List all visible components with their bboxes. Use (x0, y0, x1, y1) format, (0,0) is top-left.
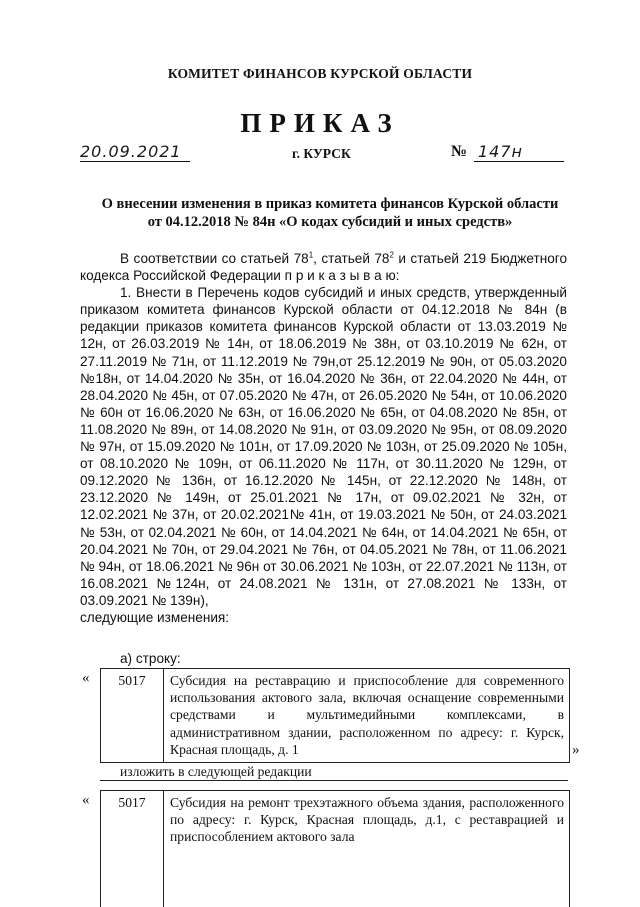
preamble-superscript-2: 2 (389, 250, 394, 260)
old-row-description: Субсидия на реставрацию и приспособление для современного использования актового зала, включая оснащение современными средствами и мультимедийными комплексами, в административном здании, расположенном по адресу: г. Курск, Красная площадь, д. 1 (170, 673, 564, 757)
handwritten-date: 20.09.2021 (80, 143, 190, 162)
old-code-table (100, 668, 570, 763)
order-title: ПРИКАЗ (240, 108, 400, 138)
new-row-open-quote: « (82, 792, 90, 808)
preamble-part-3: и статьей 219 Бюджетного кодекса Российской Федерации п р и к а з ы в а ю: (80, 251, 567, 284)
preamble-superscript-1: 1 (308, 250, 314, 260)
order-body (80, 250, 567, 626)
preamble-part-1: В соответствии со статьей 78 (120, 251, 309, 266)
item-1-paragraph: 1. Внести в Перечень кодов субсидий и иных средств, утвержденный приказом комитета финансов Курской области от 04.12.2018 № 84н (в редакции приказов комитета финансов Курской области от 13.03.2019 № 12н, от 26.03.2019 № 14н, от 18.06.2019 № 38н, от 03.10.2019 № 62н, от 27.11.2019 № 71н, от 11.12.2019 № 79н,от 25.12.2019 № 90н, от 05.03.2020 №18н, от 14.04.2020 № 35н, от 16.04.2020 № 36н, от 22.04.2020 № 44н, от 28.04.2020 № 45н, от 07.05.2020 № 47н, от 26.05.2020 № 54н, от 10.06.2020 № 60н от 16.06.2020 № 63н, от 16.06.2020 № 65н, от 04.08.2020 № 85н, от 11.08.2020 № 89н, от 14.08.2020 № 91н, от 03.09.2020 № 95н, от 08.09.2020 № 97н, от 15.09.2020 № 101н, от 17.09.2020 № 103н, от 25.09.2020 № 105н, от 08.10.2020 № 109н, от 06.11.2020 № 117н, от 30.11.2020 № 129н, от 09.12.2020 № 136н, от 16.12.2020 № 145н, от 22.12.2020 № 148н, от 23.12.2020 № 149н, от 25.01.2021 № 17н, от 09.02.2021 № 32н, от 12.02.2021 № 37н, от 20.02.2021№ 41н, от 19.03.2021 № 50н, от 24.03.2021 № 53н, от 02.04.2021 № 60н, от 14.04.2021 № 64н, от 14.04.2021 № 65н, от 20.04.2021 № 70н, от 29.04.2021 № 76н, от 04.05.2021 № 78н, от 11.06.2021 № 94н, от 18.06.2021 № 96н от 30.06.2021 № 103н, от 22.07.2021 № 113н, от 16.08.2021 №124н, от 24.08.2021 № 131н, от 27.08.2021 № 133н, от 03.09.2021 № 139н), (80, 285, 567, 608)
new-code-table (100, 790, 570, 907)
subitem-a-label: а) строку: (120, 651, 181, 666)
preamble-part-2: , статьей 78 (313, 251, 390, 266)
new-wording-lead-in: изложить в следующей редакции (120, 764, 312, 779)
number-sign: № (451, 143, 468, 160)
old-row-code: 5017 (101, 669, 164, 762)
old-row-close-quote: » (572, 742, 580, 758)
item-1-tail: следующие изменения: (80, 609, 230, 625)
city-label: г. КУРСК (292, 146, 351, 161)
committee-header: КОМИТЕТ ФИНАНСОВ КУРСКОЙ ОБЛАСТИ (167, 66, 473, 81)
handwritten-order-number: 147н (474, 143, 564, 162)
new-row-code: 5017 (101, 791, 164, 907)
preamble-paragraph (80, 250, 567, 284)
lead-in-underline (100, 780, 568, 781)
order-subject: О внесении изменения в приказ комитета финансов Курской области от 04.12.2018 № 84н «О кодах субсидий и иных средств» (101, 196, 559, 230)
old-row-open-quote: « (82, 670, 90, 686)
new-row-description: Субсидия на ремонт трехэтажного объема здания, расположенного по адресу: г. Курск, Красная площадь, д.1, с реставрацией и приспособлением актового зала (170, 795, 564, 845)
